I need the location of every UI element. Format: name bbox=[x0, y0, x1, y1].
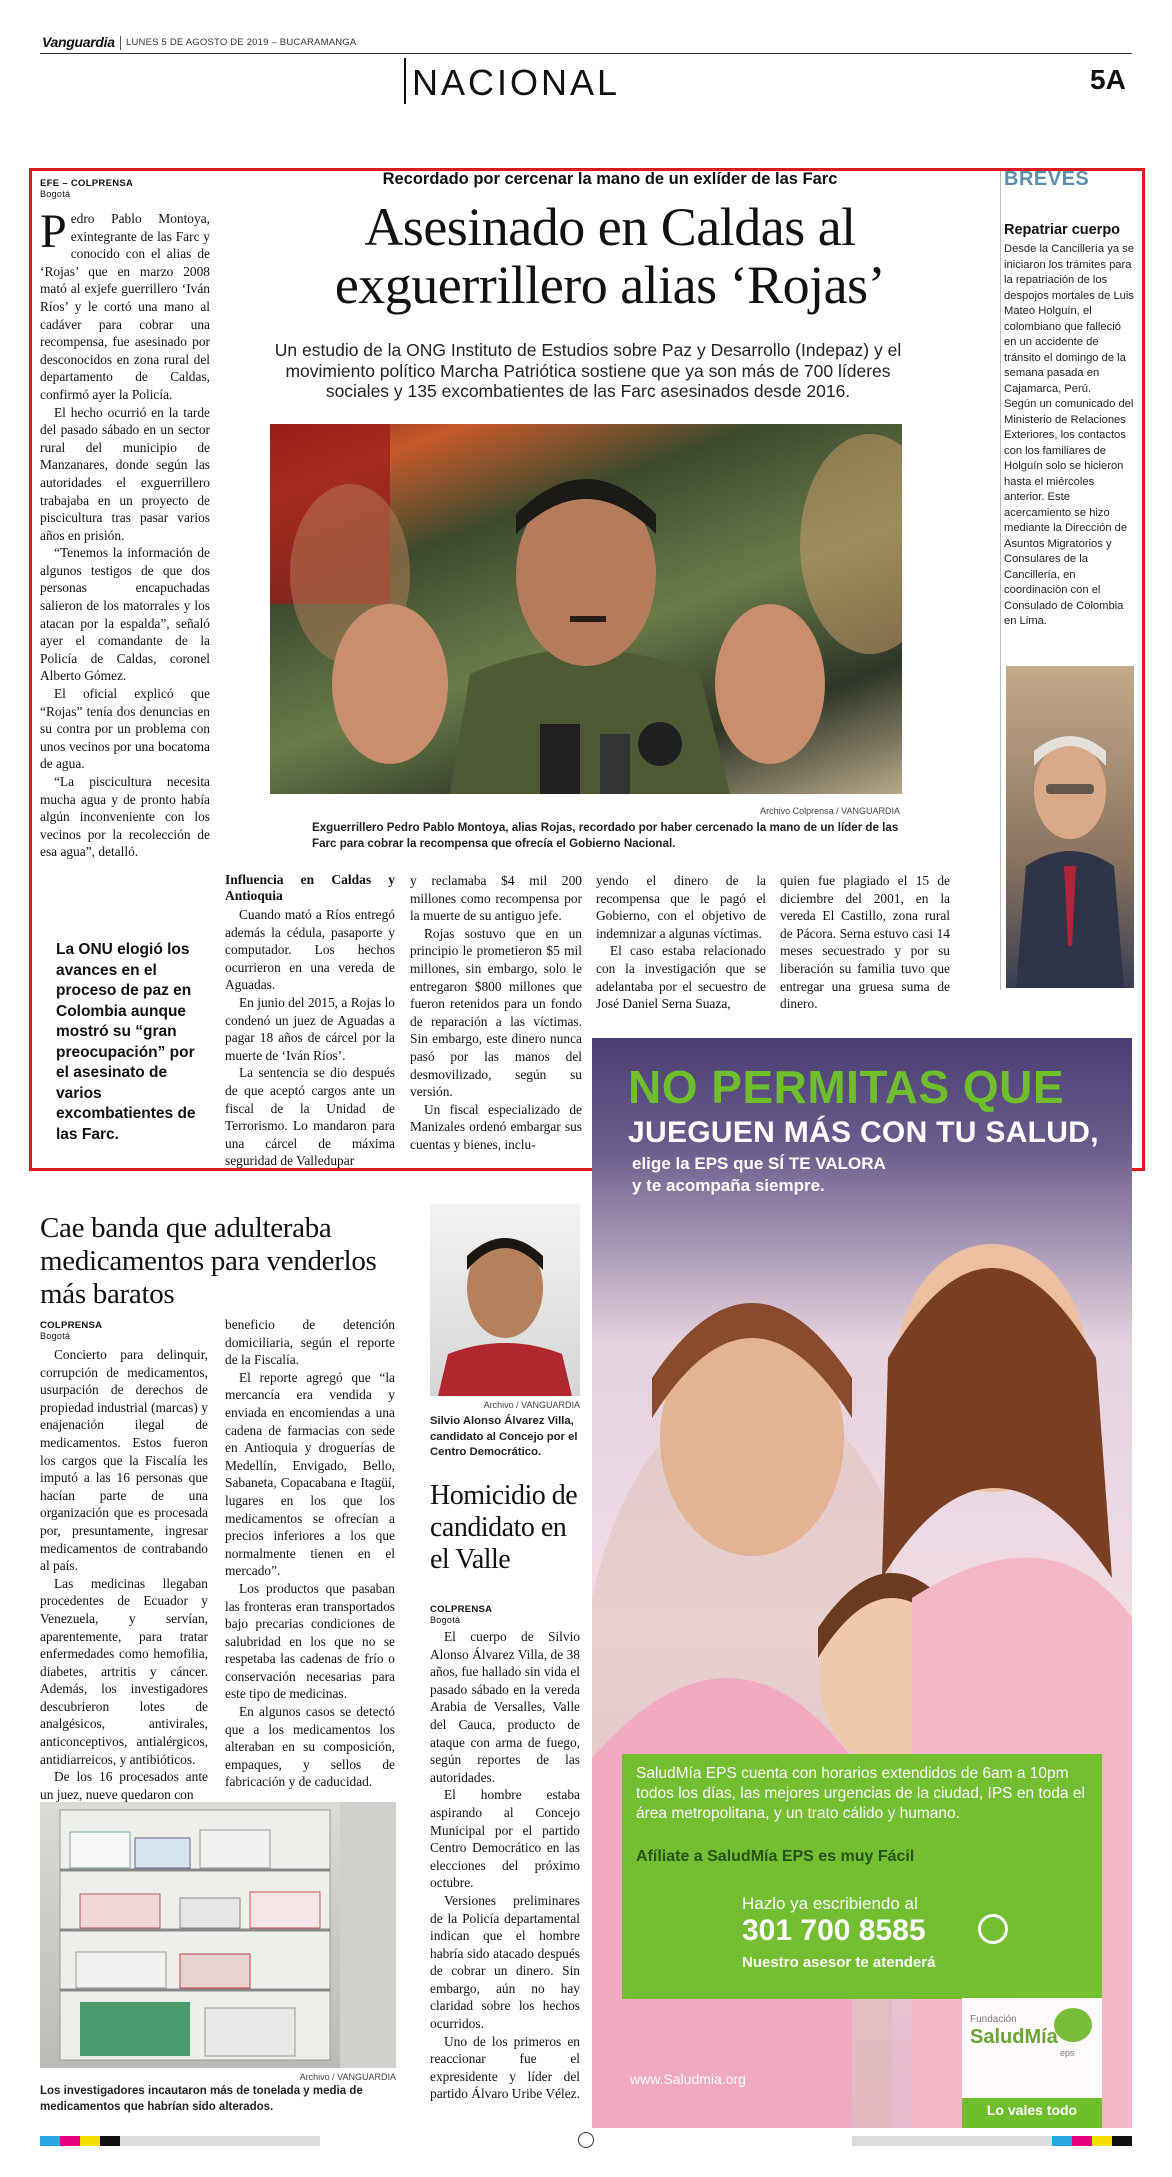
breves-p1: Desde la Cancillería ya se iniciaron los trámites para la repatriación de los despojos mortales de Luis Mateo Holguín, el colombiano que falleció en un accidente de tránsito el domingo de la semana pasada en Cajamarca, Perú. bbox=[1004, 243, 1134, 395]
main-subhead: Influencia en Caldas y Antioquia bbox=[225, 872, 395, 903]
story2-photo-caption: Los investigadores incautaron más de tonelada y media de medicamentos que habrían sido alterados. bbox=[40, 2085, 363, 2113]
main-col3-p1: y reclamaba $4 mil 200 millones como recompensa por la muerte de su antiguo jefe. bbox=[410, 873, 582, 924]
ad-slogan: Lo vales todo bbox=[986, 2102, 1078, 2118]
masthead-divider bbox=[120, 36, 121, 50]
ad-website[interactable]: www.Saludmia.org bbox=[630, 2071, 746, 2087]
whatsapp-icon[interactable] bbox=[978, 1914, 1008, 1944]
main-photo-credit: Archivo Colprensa / VANGUARDIA bbox=[760, 806, 900, 816]
story3-photo-portrait bbox=[430, 1204, 580, 1396]
ad-panel[interactable] bbox=[592, 1038, 1132, 2128]
header-rule bbox=[40, 53, 1132, 54]
main-col4-p2: El caso estaba relacionado con la investigación que se adelantaba por el secuestro de José Daniel Serna Suaza, bbox=[596, 943, 766, 1012]
main-col1-p1: edro Pablo Montoya, exintegrante de las Farc y conocido con el alias de ‘Rojas’ que en marzo 2008 mató al exjefe guerrillero ‘Iván Ríos’ y le cortó una mano al cadáver para cobrar una recompensa, fue asesinado por desconocidos en zona rural del departamento de Caldas, confirmó ayer la Policía. bbox=[40, 211, 210, 402]
story2-col2-p2: El reporte agregó que “la mercancía era vendida y enviada en encomiendas a una cadena de farmacias con sede en Antioquia y droguerías de Medellín, Envigado, Bello, Sabaneta, Copacabana e Itagüí, lugares en los que los medicamentos se ofrecían a precios inferiores a los que normalmente tienen en el mercado”. bbox=[225, 1369, 395, 1579]
story2-col2-p1: beneficio de detención domiciliaria, según el reporte de la Fiscalía. bbox=[225, 1317, 395, 1368]
print-color-bar-right bbox=[852, 2136, 1132, 2146]
main-col1-p4: El oficial explicó que “Rojas” tenía dos denuncias en su contra por un problema con unos vecinos por una bocatoma de agua. bbox=[40, 686, 210, 772]
story3-photo-credit: Archivo / VANGUARDIA bbox=[483, 1400, 580, 1410]
story2-photo-credit: Archivo / VANGUARDIA bbox=[299, 2072, 396, 2082]
main-headline-line1: Asesinado en Caldas al bbox=[364, 197, 856, 257]
breves-p2: Según un comunicado del Ministerio de Relaciones Exteriores, los contactos con los familiares de Holguín solo se hicieron hasta el miércoles anterior. Este acercamiento se hizo mediante la Dirección de Asuntos Migratorios y Consulares de la Cancillería, en coordinación con el Consulado de Colombia en Lima. bbox=[1004, 398, 1134, 627]
ad-logo-name: SaludMía bbox=[970, 2026, 1058, 2048]
breves-label: BREVES bbox=[1004, 168, 1090, 190]
drop-cap: P bbox=[40, 205, 67, 258]
ad-phone[interactable]: 301 700 8585 bbox=[742, 1914, 926, 1947]
main-byline: EFE – COLPRENSA Bogotá bbox=[40, 178, 134, 199]
main-col2-p1: Cuando mató a Ríos entregó además la cédula, pasaporte y computador. Los hechos ocurrieron en una vereda de Aguadas. bbox=[225, 907, 395, 993]
story2-col1-p2: Las medicinas llegaban procedentes de Ecuador y Venezuela, y servían, aparentemente, para tratar enfermedades como hemofilia, diabetes, artritis y cáncer. Además, los investigadores descubrieron lotes de analgésicos, antivirales, anticonceptivos, antialérgicos, antidiarreicos, y antibióticos. bbox=[40, 1575, 208, 1767]
ad-phone-label: Hazlo ya escribiendo al bbox=[742, 1894, 918, 1913]
breves-title: Repatriar cuerpo bbox=[1004, 222, 1121, 238]
highlight-box bbox=[29, 168, 1145, 1171]
story3-headline: Homicidio de candidato en el Valle bbox=[430, 1480, 578, 1575]
main-photo-caption: Exguerrillero Pedro Pablo Montoya, alias Rojas, recordado por haber cercenado la mano de un líder de las Farc para cobrar la recompensa que ofrecía el Gobierno Nacional. bbox=[312, 821, 899, 850]
story3-byline: COLPRENSA Bogotá bbox=[430, 1604, 493, 1625]
story3-p2: El hombre estaba aspirando al Concejo Municipal por el partido Centro Democrático en las elecciones del próximo octubre. bbox=[430, 1787, 580, 1891]
story2-byline-city: Bogotá bbox=[40, 1331, 71, 1341]
story3-p3: Versiones preliminares de la Policía departamental indican que el hombre habría sido atacado después de cobrar un dinero. Sin embargo, aún no hay claridad sobre los hechos ocurridos. bbox=[430, 1892, 580, 2032]
story3-byline-city: Bogotá bbox=[430, 1615, 461, 1625]
story3-p1: El cuerpo de Silvio Alonso Álvarez Villa, de 38 años, fue hallado sin vida el pasado sábado en la vereda Arabia de Versalles, Valle del Cauca, producto de ataque con arma de fuego, según reportes de las autoridades. bbox=[430, 1629, 580, 1785]
story2-headline: Cae banda que adulteraba medicamentos para venderlos más baratos bbox=[40, 1212, 377, 1310]
main-kicker: Recordado por cercenar la mano de un exlíder de las Farc bbox=[382, 170, 838, 188]
ad-logo-sub: eps bbox=[1060, 2048, 1075, 2058]
main-col1-p5: “La piscicultura necesita mucha agua y de pronto había algún inconveniente con los vecinos por la recolección de esa agua”, detalló. bbox=[40, 774, 210, 860]
main-col1-p3: “Tenemos la información de algunos testigos de que dos personas encapuchadas salieron de los matorrales y los atacan por la espalda”, señaló ayer el comandante de la Policía de Caldas, coronel Alberto Gómez. bbox=[40, 545, 210, 684]
main-headline-line2: exguerrillero alias ‘Rojas’ bbox=[334, 255, 886, 315]
main-byline-city: Bogotá bbox=[40, 189, 71, 199]
main-col3-p2: Rojas sostuvo que en un principio le prometieron $5 mil millones, sin embargo, solo le entregaron $800 millones que fueron retenidos para un fondo de reparación a las víctimas. Sin embargo, este dinero nunca pasó por las manos del desmovilizado, según su versión. bbox=[410, 925, 582, 1100]
ad-logo-small: Fundación bbox=[970, 2014, 1017, 2025]
ad-phone-sub: Nuestro asesor te atenderá bbox=[742, 1954, 936, 1971]
print-color-bar-left bbox=[40, 2136, 320, 2146]
main-col4-p1: yendo el dinero de la recompensa que le pagó el Gobierno, con el objetivo de indemnizar a algunas víctimas. bbox=[596, 873, 766, 941]
story3-p4: Uno de los primeros en reaccionar fue el expresidente y líder del partido Álvaro Uribe Vélez. bbox=[430, 2033, 580, 2102]
story2-col1-p1: Concierto para delinquir, corrupción de medicamentos, usurpación de derechos de propiedad industrial (marcas) y enajenación ilegal de medicamentos. Estos fueron los cargos que la Fiscalía les imputó a las 16 personas que hacían parte de una organización que es procesada por, presuntamente, ingresar medicamentos de contrabando al país. bbox=[40, 1347, 208, 1574]
section-title: NACIONAL bbox=[412, 62, 621, 103]
main-deck: Un estudio de la ONG Instituto de Estudios sobre Paz y Desarrollo (Indepaz) y el movimiento político Marcha Patriótica sostiene que ya son más de 700 líderes sociales y 135 excombatientes de las Farc asesinados desde 2016. bbox=[274, 340, 902, 401]
masthead-logo: Vanguardia bbox=[42, 34, 115, 50]
story2-col2-p4: En algunos casos se detectó que a los medicamentos los alteraban en su composición, empaques, y sellos de fabricación y de caducidad. bbox=[225, 1704, 395, 1790]
main-col2-p2: En junio del 2015, a Rojas lo condenó un juez de Aguadas a pagar 18 años de cárcel por la muerte de ‘Iván Ríos’. bbox=[225, 994, 395, 1063]
tree-icon bbox=[1054, 2008, 1092, 2042]
story2-col2 bbox=[225, 1316, 395, 1791]
main-col1-p2: El hecho ocurrió en la tarde del pasado sábado en un sector rural del municipio de Manzanares, donde según las autoridades el exguerrillero trabajaba en un proyecto de piscicultura tras pasar varios años en prisión. bbox=[40, 404, 210, 543]
registration-mark-icon bbox=[578, 2132, 594, 2148]
story2-col1-p3: De los 16 procesados ante un juez, nueve quedaron con bbox=[40, 1769, 208, 1802]
ad-headline3: elige la EPS que SÍ TE VALORA bbox=[632, 1154, 886, 1173]
dateline: LUNES 5 DE AGOSTO DE 2019 – BUCARAMANGA bbox=[126, 37, 357, 48]
ad-body: SaludMía EPS cuenta con horarios extendidos de 6am a 10pm todos los días, las mejores urgencias de la ciudad, IPS en toda el área metropolitana, y un trato cálido y humano. bbox=[636, 1765, 1085, 1822]
main-col5-p1: quien fue plagiado el 15 de diciembre del 2001, en la vereda El Castillo, zona rural de Pácora. Serna estuvo casi 14 meses secuestrado y por su liberación su familia tuvo que entregar una gruesa suma de dinero. bbox=[780, 873, 950, 1012]
story3-body bbox=[430, 1628, 580, 2103]
story2-col2-p3: Los productos que pasaban las fronteras eran transportados bajo precarias condiciones de salubridad en los que no se respetaba las cadenas de frío o conservación necesarias para este tipo de medicinas. bbox=[225, 1580, 395, 1702]
ad-cta: Afíliate a SaludMía EPS es muy Fácil bbox=[636, 1848, 915, 1865]
main-col2-p3: La sentencia se dio después de que aceptó cargos ante un fiscal de la Unidad de Terrorismo. Lo mandaron para una cárcel de máxima seguridad de Valledupar bbox=[225, 1065, 395, 1169]
page-number: 5A bbox=[1090, 64, 1126, 95]
ad-headline4: y te acompaña siempre. bbox=[632, 1176, 825, 1195]
story2-byline: COLPRENSA Bogotá bbox=[40, 1320, 103, 1341]
ad-headline1: NO PERMITAS QUE bbox=[628, 1061, 1065, 1113]
main-col3-p3: Un fiscal especializado de Manizales ordenó embargar sus cuentas y bienes, inclu- bbox=[410, 1101, 582, 1152]
story2-photo bbox=[40, 1802, 396, 2068]
ad-green-box bbox=[622, 1754, 1102, 1999]
story3-photo-caption: Silvio Alonso Álvarez Villa, candidato al Concejo por el Centro Democrático. bbox=[430, 1415, 578, 1458]
pull-quote: La ONU elogió los avances en el proceso de paz en Colombia aunque mostró su “gran preocupación” por el asesinato de varios excombatientes de las Farc. bbox=[56, 941, 196, 1143]
ad-headline2: JUEGUEN MÁS CON TU SALUD, bbox=[628, 1116, 1099, 1149]
story3-photo bbox=[430, 1204, 580, 1396]
section-bar bbox=[404, 58, 406, 104]
story2-col1 bbox=[40, 1346, 208, 1803]
story2-photo-shelves bbox=[40, 1802, 396, 2068]
